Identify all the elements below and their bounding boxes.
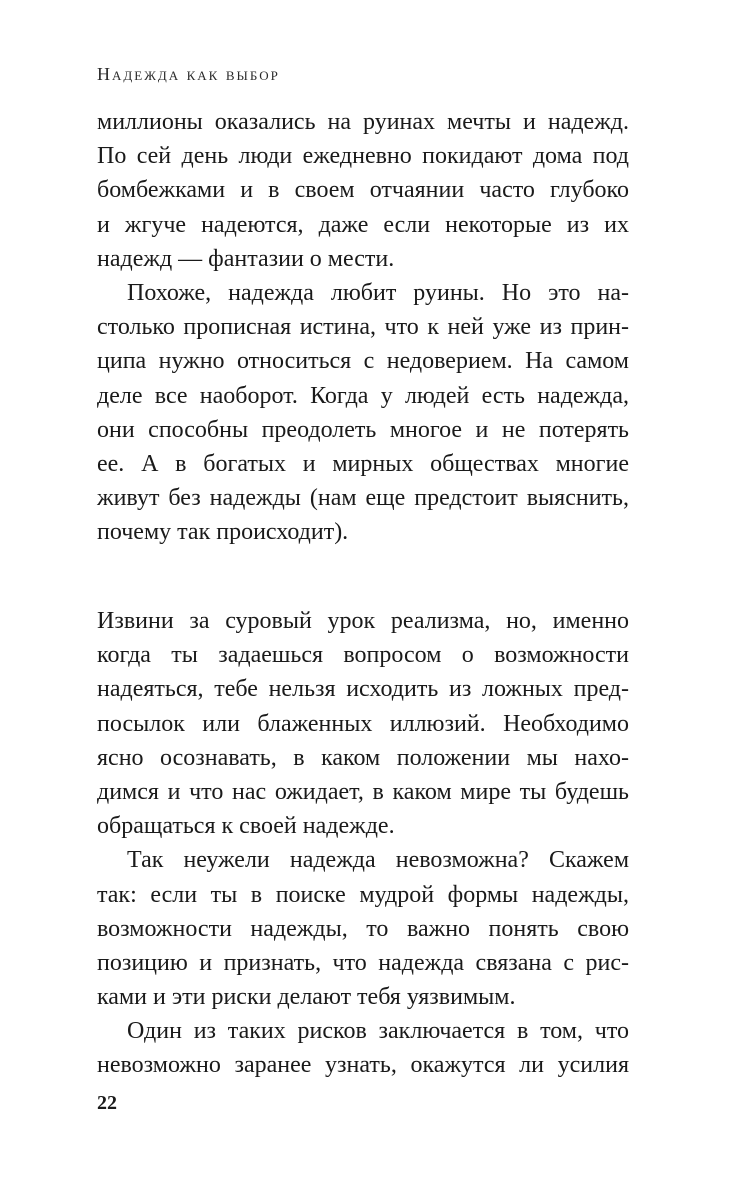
text-line: когда ты задаешься вопросом о возможности	[97, 642, 629, 669]
text-line: Один из таких рисков заключается в том, что	[127, 1018, 629, 1045]
text-line: возможности надежды, то важно понять свою	[97, 915, 629, 942]
text-line: димся и что нас ожидает, в каком мире ты будешь	[97, 778, 629, 805]
paragraph	[97, 105, 629, 276]
text-line: ее. А в богатых и мирных обществах многие	[97, 450, 629, 477]
text-line: надежд — фантазии о мести.	[97, 245, 395, 272]
text-line: бомбежками и в своем отчаянии часто глубоко	[97, 177, 629, 204]
page-number: 22	[97, 1092, 117, 1114]
text-line: столько прописная истина, что к ней уже из прин-	[97, 314, 629, 341]
text-line: живут без надежды (нам еще предстоит выяснить,	[97, 485, 629, 512]
text-line: деле все наоборот. Когда у людей есть надежда,	[97, 382, 629, 409]
text-block-top	[97, 105, 629, 549]
text-line: Извини за суровый урок реализма, но, именно	[97, 608, 629, 634]
running-head: Надежда как выбор	[97, 64, 280, 84]
paragraph	[97, 843, 629, 1014]
text-line: По сей день люди ежедневно покидают дома под	[97, 143, 629, 170]
text-line: Так неужели надежда невозможна? Скажем	[127, 847, 629, 874]
text-line: они способны преодолеть многое и не потерять	[97, 416, 629, 443]
text-line: ясно осознавать, в каком положении мы нахо-	[97, 744, 629, 771]
paragraph	[97, 276, 629, 550]
text-line: и жгуче надеются, даже если некоторые из их	[97, 211, 629, 238]
text-line: почему так происходит).	[97, 519, 349, 546]
text-line: ками и эти риски делают тебя уязвимым.	[97, 984, 516, 1011]
text-line: миллионы оказались на руинах мечты и надежд.	[97, 109, 629, 135]
paragraph	[97, 604, 629, 843]
paragraph	[97, 1014, 629, 1082]
text-line: ципа нужно относиться с недоверием. На самом	[97, 348, 629, 375]
text-line: так: если ты в поиске мудрой формы надежды,	[97, 881, 629, 908]
text-line: обращаться к своей надежде.	[97, 813, 395, 840]
text-line: позицию и признать, что надежда связана с рис-	[97, 949, 629, 976]
text-line: Похоже, надежда любит руины. Но это на-	[127, 279, 629, 306]
text-line: невозможно заранее узнать, окажутся ли усилия	[97, 1052, 629, 1079]
text-line: надеяться, тебе нельзя исходить из ложных пред-	[97, 676, 629, 703]
text-line: посылок или блаженных иллюзий. Необходимо	[97, 710, 629, 737]
text-block-bottom	[97, 604, 629, 1083]
